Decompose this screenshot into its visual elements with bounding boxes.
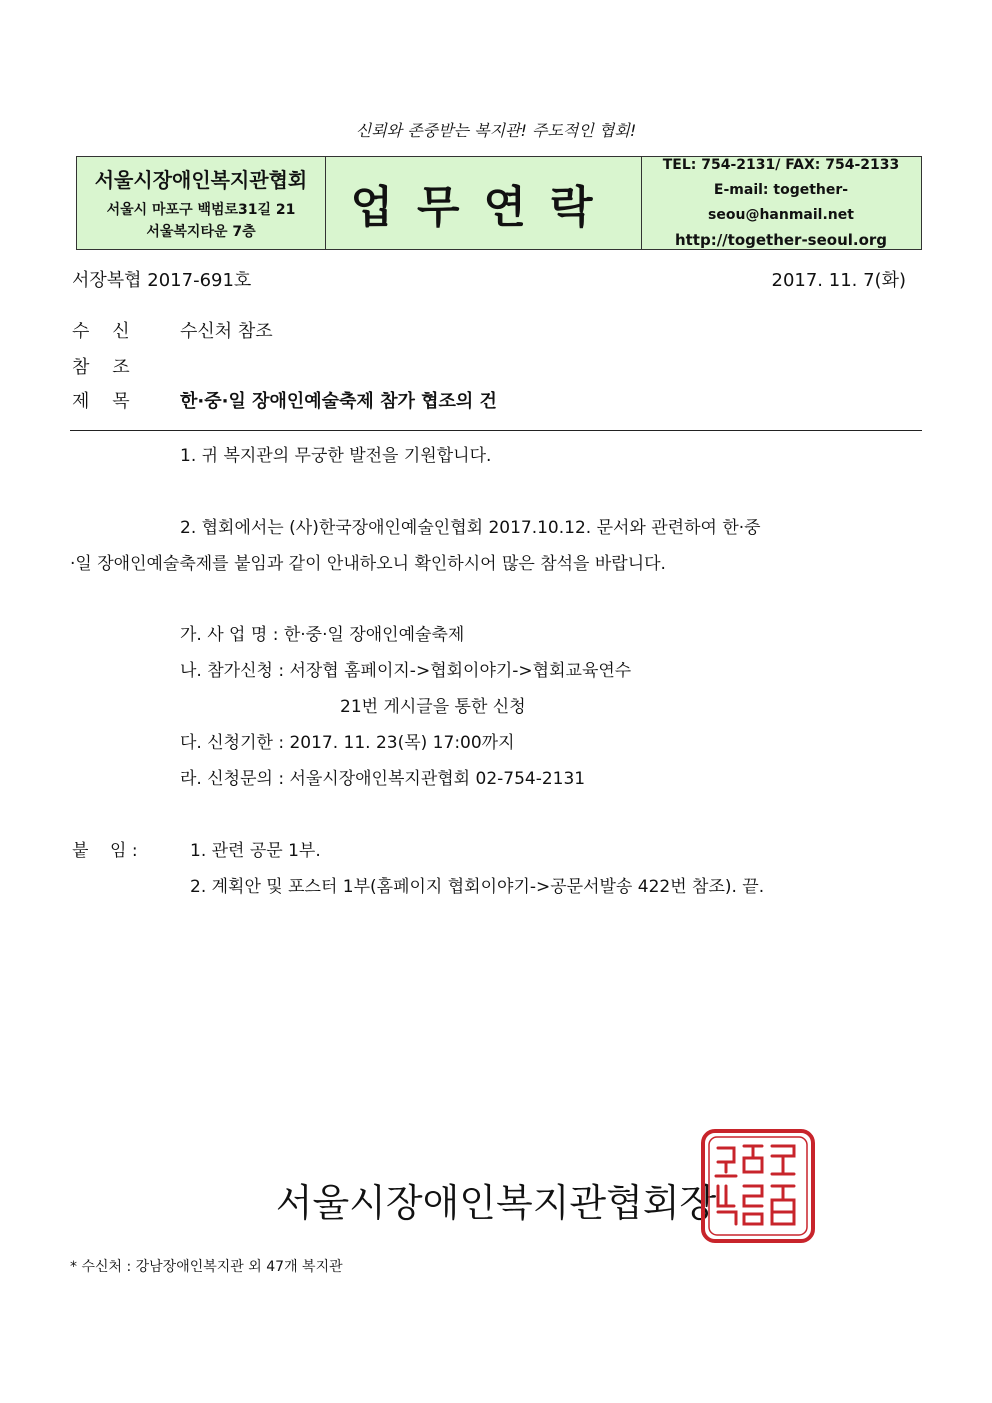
signature-title: 서울시장애인복지관협회장 [275,1181,717,1225]
contact-info [642,153,920,253]
website-url: http://together-seoul.org [674,231,888,249]
org-address [107,199,296,243]
reference-label: 참 조 [72,357,130,378]
doc-type-title: 업무연락 [350,182,617,233]
letterhead [76,156,922,250]
subject-label: 제 목 [72,391,130,412]
attachment-item-1: 1. 관련 공문 1부. [190,841,321,861]
tel-fax: TEL: 754-2131/ FAX: 754-2133 [662,157,900,173]
attachment-item-2: 2. 계획안 및 포스터 1부(홈페이지 협회이야기->공문서발송 422번 참조). 끝. [190,877,765,897]
item-ga: 가. 사 업 명 : 한·중·일 장애인예술축제 [180,625,465,645]
address-line-2: 서울복지타운 7층 [146,223,256,240]
recipient-label: 수 신 [72,321,130,342]
recipients-footnote: * 수신처 : 강남장애인복지관 외 47개 복지관 [70,1259,343,1275]
paragraph-2-line-2: ·일 장애인예술축제를 붙임과 같이 안내하오니 확인하시어 많은 참석을 바랍니다. [70,554,666,574]
item-ra: 라. 신청문의 : 서울시장애인복지관협회 02-754-2131 [180,769,586,789]
doc-number: 서장복협 2017-691호 [72,270,252,291]
doc-date: 2017. 11. 7(화) [771,270,906,291]
subject-value: 한·중·일 장애인예술축제 참가 협조의 건 [180,391,497,412]
email: E-mail: together-seou@hanmail.net [708,182,854,223]
recipient-value: 수신처 참조 [180,321,273,342]
official-seal-icon [700,1128,816,1244]
address-line-1: 서울시 마포구 백범로31길 21 [106,201,296,218]
paragraph-1: 1. 귀 복지관의 무궁한 발전을 기원합니다. [180,446,492,466]
org-name: 서울시장애인복지관협회 [94,167,308,192]
slogan: 신뢰와 존중받는 복지관! 주도적인 협회! [355,121,637,140]
attachment-label: 붙 임 : [72,841,138,861]
paragraph-2-line-1: 2. 협회에서는 (사)한국장애인예술인협회 2017.10.12. 문서와 관련하여 한·중 [180,518,761,538]
contact-block [642,157,920,249]
item-da: 다. 신청기한 : 2017. 11. 23(목) 17:00까지 [180,733,515,753]
header-divider [70,430,922,431]
item-na: 나. 참가신청 : 서장협 홈페이지->협회이야기->협회교육연수 [180,661,632,681]
org-block [77,157,326,249]
doc-type-block [326,157,642,249]
item-na-continued: 21번 게시글을 통한 신청 [340,697,526,717]
